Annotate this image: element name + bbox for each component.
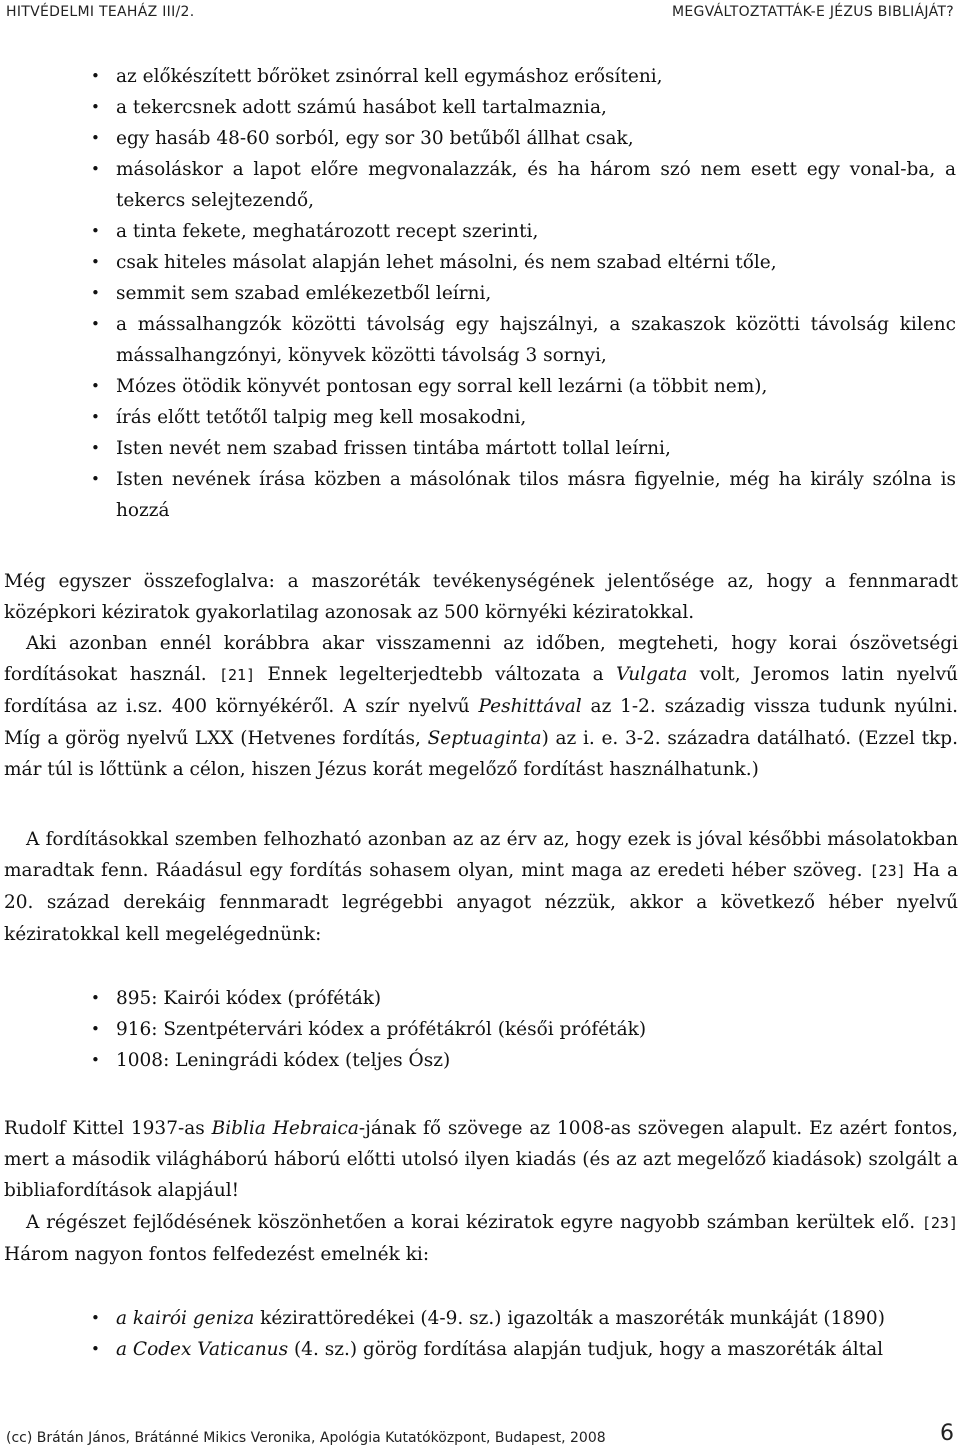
codices-list [0,983,960,1076]
list-item: • az előkészített bőröket zsinórral kell egymáshoz erősíteni, [0,61,960,92]
list-item: • 895: Kairói kódex (próféták) [0,983,960,1014]
discoveries-list [0,1303,960,1365]
copyright-footer: (cc) Brátán János, Brátánné Mikics Veronika, Apológia Kutatóközpont, Budapest, 2008 [6,1430,606,1446]
summary-paragraph: Még egyszer összefoglalva: a maszoréták tevékenységének jelentősége az, hogy a fennmaradt középkori kéziratok gyakorlatilag azonosak az 500 környéki kéziratokkal. [4,571,958,624]
list-item: • csak hiteles másolat alapján lehet másolni, és nem szabad eltérni tőle, [0,247,960,278]
list-item: • semmit sem szabad emlékezetből leírni, [0,278,960,309]
translations-paragraph: Aki azonban ennél korábbra akar visszamenni az időben, megteheti, hogy korai ószövetségi fordításokat használ. [21] Ennek legelterjedtebb változata a Vulgata volt, Jeromos latin nyelvű fordítása az i.sz. 400 környékéről. A szír nyelvű Peshittával az 1-2. századig vissza tudunk nyúlni. Míg a görög nyelvű LXX (Hetvenes fordítás, Septuaginta) az i. e. 3-2. századra datálható. (Ezzel tkp. már túl is lőttünk a célon, hiszen Jézus korát megelőző fordítást használhatunk.) [4,633,958,780]
copying-rules-list [0,61,960,526]
list-item: • Isten nevét nem szabad frissen tintába mártott tollal leírni, [0,433,960,464]
list-item: • egy hasáb 48-60 sorból, egy sor 30 betűből állhat csak, [0,123,960,154]
kittel-paragraph: Rudolf Kittel 1937-as Biblia Hebraica-jának fő szövege az 1008-as szövegen alapult. Ez azért fontos, mert a második világháború háború előtti utolsó ilyen kiadás (és az azt megelőző kiadások) szolgált a bibliafordítások alapjául! [4,1118,958,1202]
page-number: 6 [940,1421,954,1446]
running-header-right: MEGVÁLTOZTATTÁK-E JÉZUS BIBLIÁJÁT? [672,4,954,20]
list-item: • 1008: Leningrádi kódex (teljes Ósz) [0,1045,960,1076]
manuscripts-paragraph: A fordításokkal szemben felhozható azonban az az érv az, hogy ezek is jóval későbbi másolatokban maradtak fenn. Ráadásul egy fordítás sohasem olyan, mint maga az eredeti héber szöveg. [23] Ha a 20. század derekáig fennmaradt legrégebbi anyagot nézzük, akkor a következő héber nyelvű kéziratokkal kell megelégednünk: [4,829,959,945]
list-item: • Isten nevének írása közben a másolónak tilos másra figyelnie, még ha király szólna is hozzá [0,464,960,526]
list-item: • a Codex Vaticanus (4. sz.) görög fordítása alapján tudjuk, hogy a maszoréták által [0,1334,960,1365]
list-item: • a mássalhangzók közötti távolság egy hajszálnyi, a szakaszok közötti távolság kilenc mássalhangzónyi, könyvek közötti távolság 3 sornyi, [0,309,960,371]
list-item: • másoláskor a lapot előre megvonalazzák, és ha három szó nem esett egy vonal-ba, a tekercs selejtezendő, [0,154,960,216]
italic-title: Biblia Hebraica [211,1118,359,1139]
list-item: • a tekercsnek adott számú hasábot kell tartalmaznia, [0,92,960,123]
list-item: • írás előtt tetőtől talpig meg kell mosakodni, [0,402,960,433]
archaeology-paragraph: A régészet fejlődésének köszönhetően a korai kéziratok egyre nagyobb számban kerültek elő. [23] Három nagyon fontos felfedezést emelnék ki: [4,1212,958,1266]
italic-term: Septuaginta [427,727,542,749]
citation-ref: [21] [219,666,256,685]
citation-ref: [23] [869,862,906,881]
italic-term: Vulgata [616,664,688,686]
list-item: • a kairói geniza kézirattöredékei (4-9. sz.) igazolták a maszoréták munkáját (1890) [0,1303,960,1334]
citation-ref: [23] [921,1214,958,1232]
list-item: • a tinta fekete, meghatározott recept szerinti, [0,216,960,247]
list-item: • 916: Szentpétervári kódex a prófétákról (késői próféták) [0,1014,960,1045]
list-item: • Mózes ötödik könyvét pontosan egy sorral kell lezárni (a többit nem), [0,371,960,402]
running-header-left: HITVÉDELMI TEAHÁZ III/2. [6,4,195,20]
italic-term: Peshittával [478,696,582,718]
